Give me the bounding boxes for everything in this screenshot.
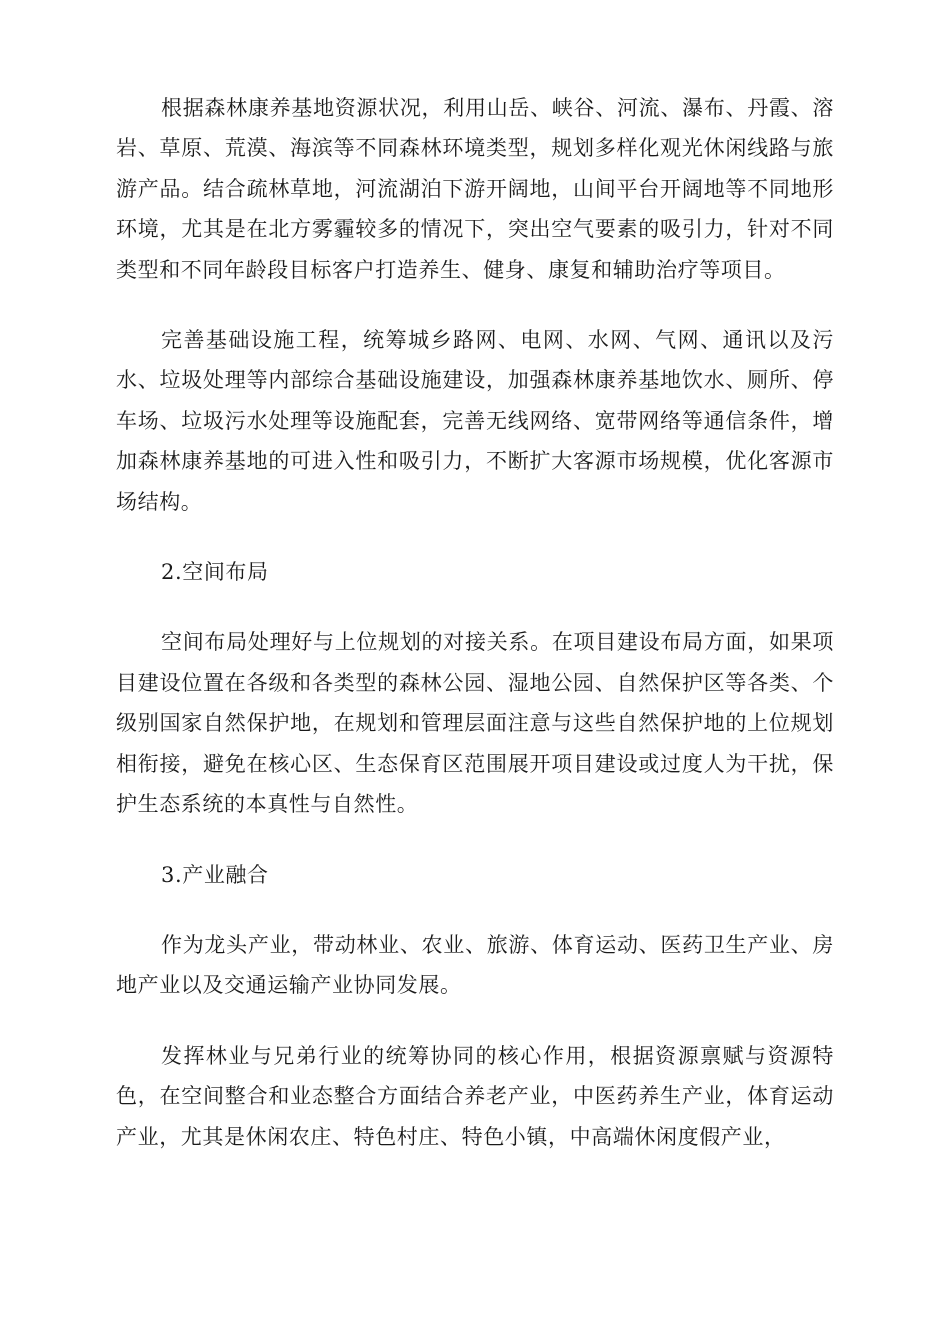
section-heading-spatial-layout: 2.空间布局: [161, 560, 269, 585]
paragraph-spatial-layout: 空间布局处理好与上位规划的对接关系。在项目建设布局方面，如果项目建设位置在各级和各类型的森林公园、湿地公园、自然保护区等各类、个级别国家自然保护地，在规划和管理层面注意与这些自然保护地的上位规划相衔接，避免在核心区、生态保育区范围展开项目建设或过度人为干扰，保护生态系统的本真性与自然性。: [116, 630, 834, 817]
paragraph-resource-planning: 根据森林康养基地资源状况，利用山岳、峡谷、河流、瀑布、丹霞、溶岩、草原、荒漠、海滨等不同森林环境类型，规划多样化观光休闲线路与旅游产品。结合疏林草地，河流湖泊下游开阔地，山间平台开阔地等不同地形环境，尤其是在北方雾霾较多的情况下，突出空气要素的吸引力，针对不同类型和不同年龄段目标客户打造养生、健身、康复和辅助治疗等项目。: [116, 96, 834, 282]
document-page: [116, 88, 834, 1187]
paragraph-leading-industry: 作为龙头产业，带动林业、农业、旅游、体育运动、医药卫生产业、房地产业以及交通运输产业协同发展。: [116, 932, 834, 998]
paragraph-forestry-synergy: 发挥林业与兄弟行业的统筹协同的核心作用，根据资源禀赋与资源特色，在空间整合和业态整合方面结合养老产业，中医药养生产业，体育运动产业，尤其是休闲农庄、特色村庄、特色小镇，中高端休闲度假产业，: [116, 1043, 834, 1149]
paragraph-infrastructure: 完善基础设施工程，统筹城乡路网、电网、水网、气网、通讯以及污水、垃圾处理等内部综合基础设施建设，加强森林康养基地饮水、厕所、停车场、垃圾污水处理等设施配套，完善无线网络、宽带网络等通信条件，增加森林康养基地的可进入性和吸引力，不断扩大客源市场规模，优化客源市场结构。: [116, 328, 834, 514]
section-heading-industry-integration: 3.产业融合: [161, 862, 269, 887]
